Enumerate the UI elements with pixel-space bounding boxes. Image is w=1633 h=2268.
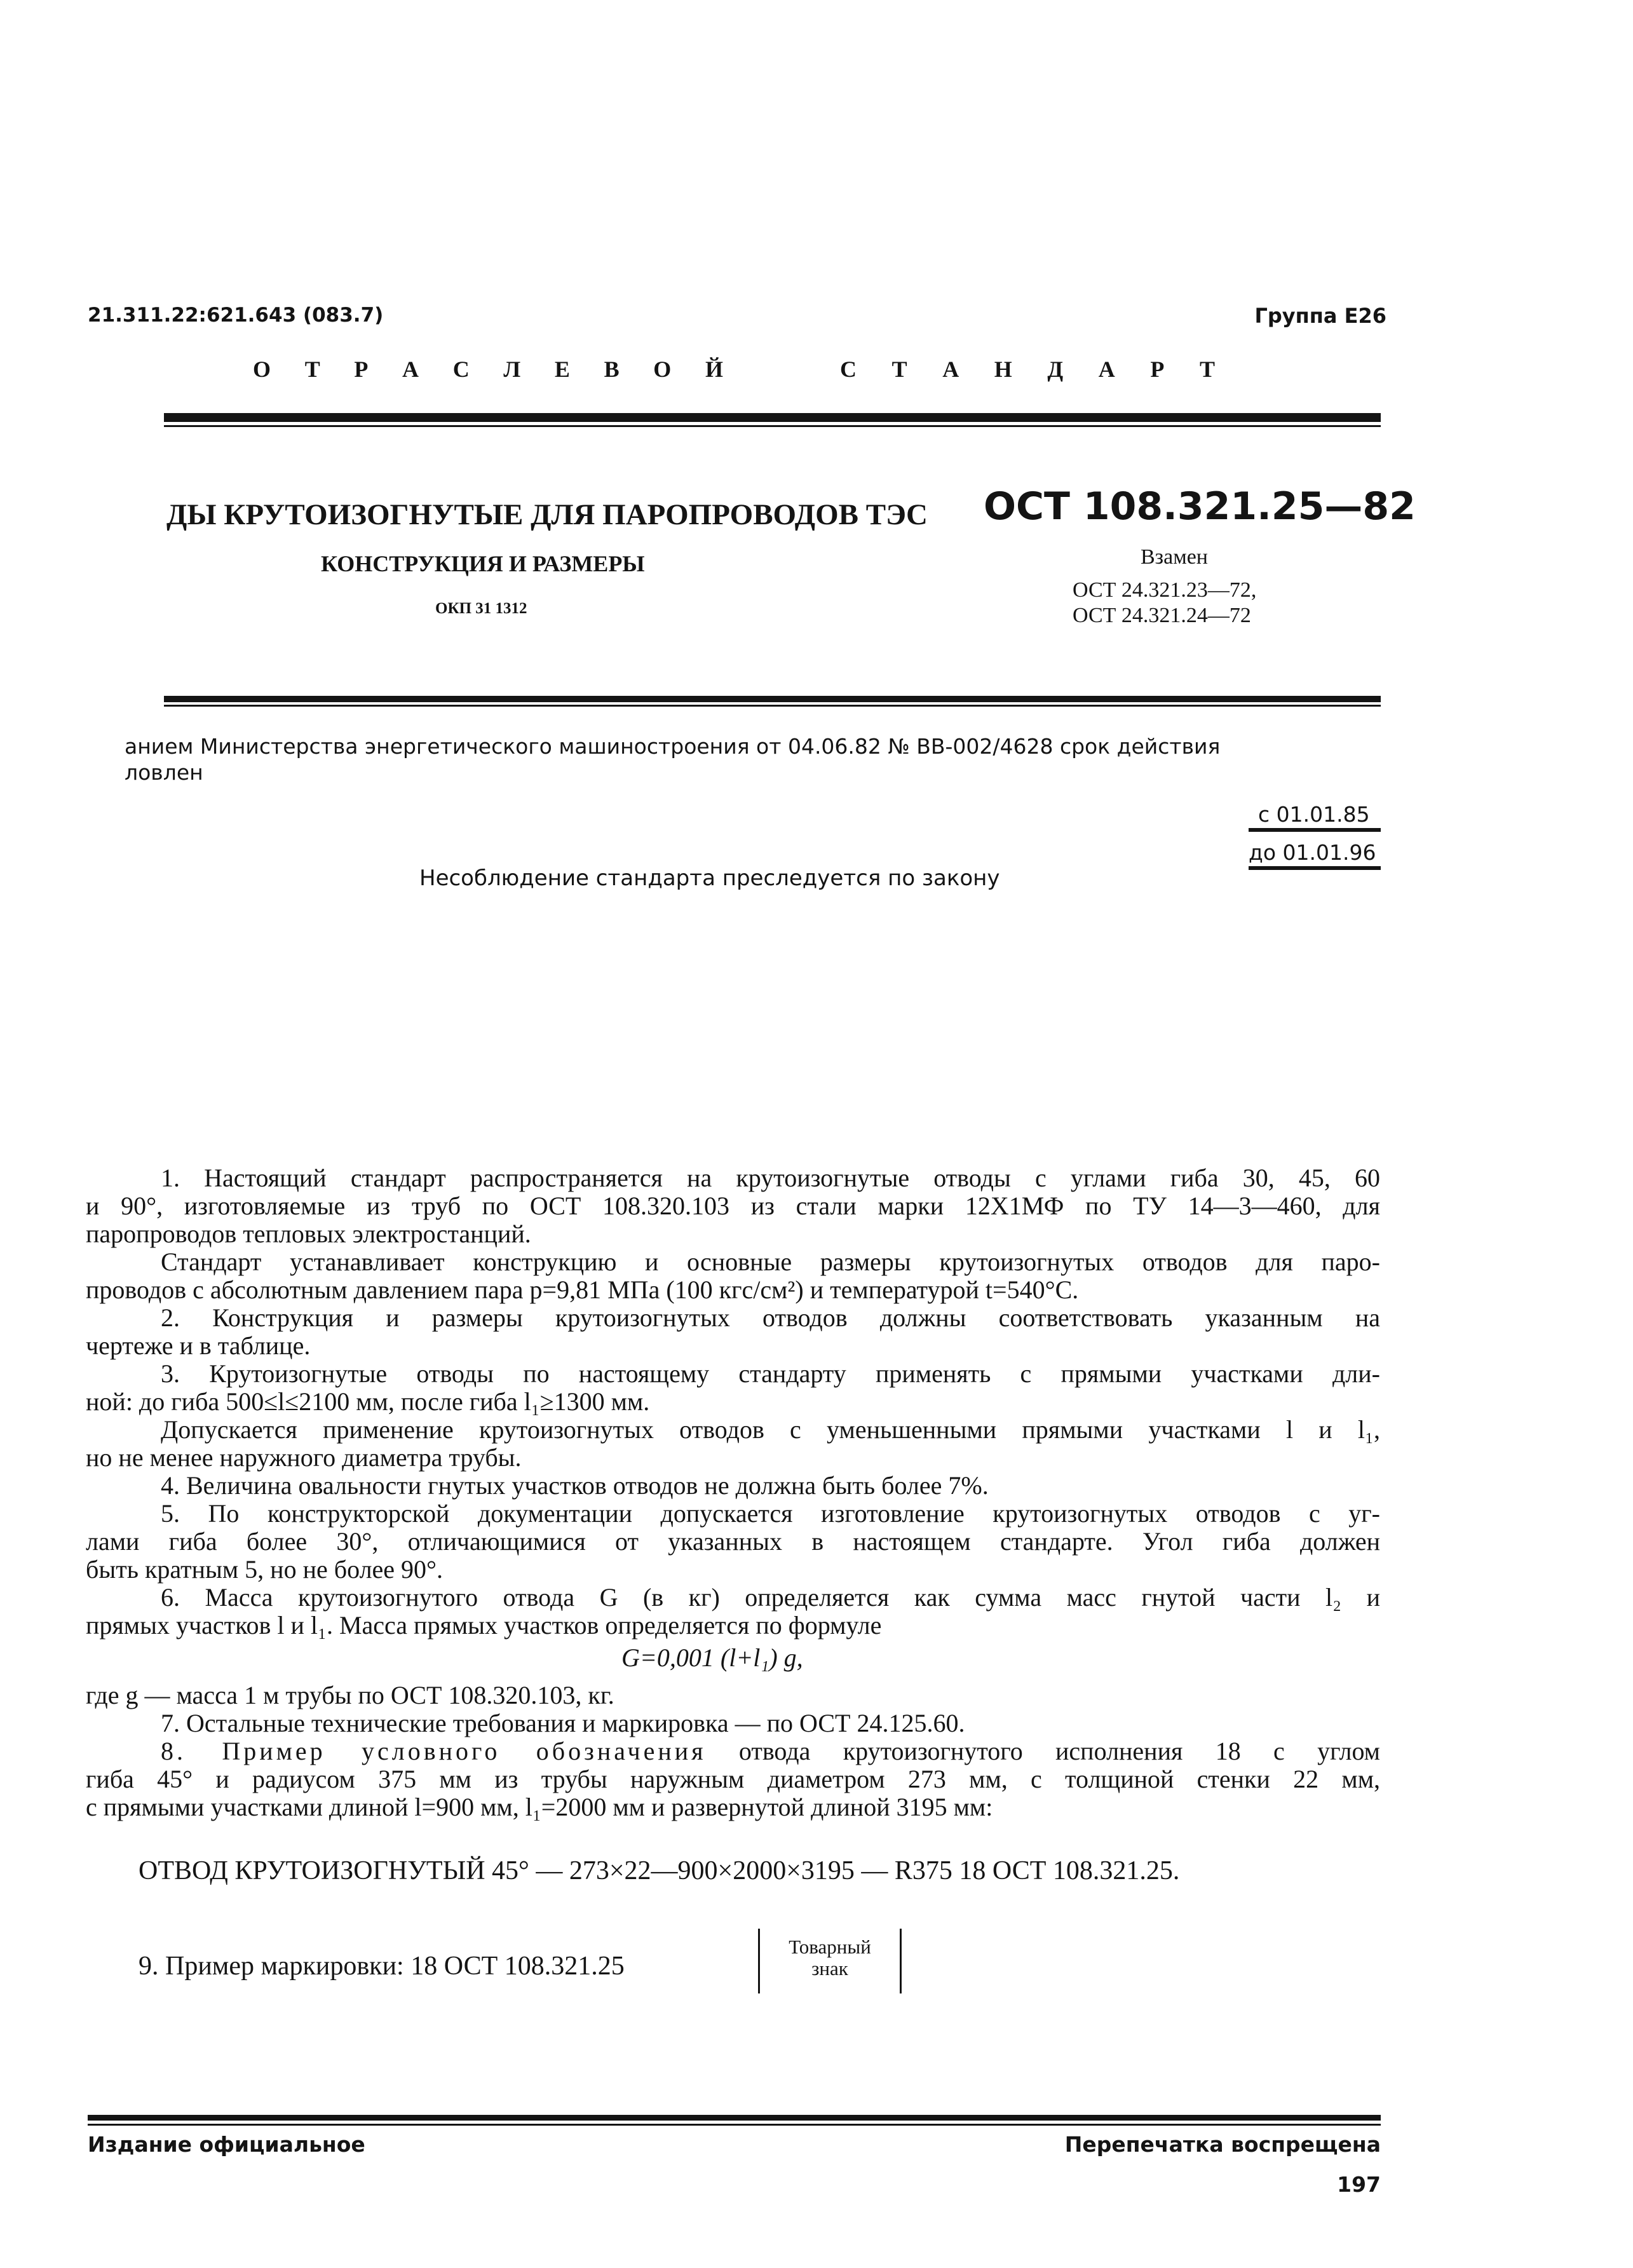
trademark-label: Товарный знак xyxy=(789,1936,871,1979)
text-line: быть кратным 5, но не более 90°. xyxy=(86,1555,444,1584)
paragraph-6 xyxy=(86,1472,1380,1500)
text-line: чертеже и в таблице. xyxy=(86,1331,311,1360)
edition-label: Издание официальное xyxy=(88,2132,365,2157)
letter: Е xyxy=(554,356,570,382)
text-line: 3. Крутоизогнутые отводы по настоящему стандарту применять с прямыми участками дли- xyxy=(161,1359,1380,1388)
text-line: и 90°, изготовляемые из труб по ОСТ 108.320.103 из стали марки 12Х1МФ по ТУ 14—3—460, для xyxy=(86,1192,1380,1220)
letter: Й xyxy=(705,356,723,382)
text-line: 6. Масса крутоизогнутого отвода G (в кг) определяется как сумма масс гнутой части l₂ и xyxy=(161,1583,1380,1612)
letter: А xyxy=(942,356,959,382)
paragraph-11 xyxy=(86,1737,1380,1821)
example-heading: 8. Пример условного обозначения xyxy=(161,1737,707,1765)
letter: О xyxy=(253,356,271,382)
marking-example: 9. Пример маркировки: 18 ОСТ 108.321.25 xyxy=(139,1952,625,1981)
letter: Л xyxy=(503,356,521,382)
effective-to: до 01.01.96 xyxy=(1249,840,1376,865)
legal-warning: Несоблюдение стандарта преследуется по закону xyxy=(419,866,1000,891)
header-rule-thin xyxy=(164,425,1381,427)
letter: Т xyxy=(1199,356,1215,382)
trademark-box xyxy=(758,1929,902,1993)
standard-code: ОСТ 108.321.25—82 xyxy=(984,484,1416,529)
title-rule-thick xyxy=(164,696,1381,702)
letter: О xyxy=(653,356,672,382)
paragraph-7 xyxy=(86,1500,1380,1584)
title-rule-thin xyxy=(164,705,1381,707)
letter: Д xyxy=(1047,356,1064,382)
footer-rule-thick xyxy=(88,2115,1381,2121)
letter: В xyxy=(604,356,620,382)
replaces-standard-1: ОСТ 24.321.23—72, xyxy=(1073,578,1257,602)
text-line: но не менее наружного диаметра трубы. xyxy=(86,1443,522,1472)
approval-line-2: ловлен xyxy=(125,760,203,785)
okp-code: ОКП 31 1312 xyxy=(435,600,527,617)
letter: Н xyxy=(994,356,1012,382)
text-line xyxy=(86,1737,1380,1765)
group-label: Группа Е26 xyxy=(1254,304,1386,328)
category-word-2 xyxy=(840,356,1215,383)
text-line: 5. По конструкторской документации допускается изготовление крутоизогнутых отводов с уг- xyxy=(161,1499,1380,1528)
footer-rule-thin xyxy=(88,2124,1381,2126)
paragraph-3 xyxy=(86,1304,1380,1360)
text-line: гиба 45° и радиусом 375 мм из трубы наружным диаметром 273 мм, с толщиной стенки 22 мм, xyxy=(86,1765,1380,1793)
letter: С xyxy=(452,356,470,382)
replaces-standard-2: ОСТ 24.321.24—72 xyxy=(1073,604,1251,627)
document-title: ДЫ КРУТОИЗОГНУТЫЕ ДЛЯ ПАРОПРОВОДОВ ТЭС xyxy=(166,498,928,531)
mass-formula: G=0,001 (l+l₁) g, xyxy=(621,1643,803,1672)
text-line: прямых участков l и l₁. Масса прямых участков определяется по формуле xyxy=(86,1611,882,1640)
text-line: лами гиба более 30°, отличающимися от указанных в настоящем стандарте. Угол гиба должен xyxy=(86,1527,1380,1556)
text-line: где g — масса 1 м трубы по ОСТ 108.320.103, кг. xyxy=(86,1681,614,1709)
letter: А xyxy=(402,356,419,382)
text-line: Допускается применение крутоизогнутых отводов с уменьшенными прямыми участками l и l₁, xyxy=(161,1415,1380,1444)
letter: Т xyxy=(304,356,320,382)
paragraph-4 xyxy=(86,1360,1380,1416)
paragraph-5 xyxy=(86,1416,1380,1472)
effective-from: с 01.01.85 xyxy=(1258,802,1370,827)
effective-to-underline xyxy=(1249,866,1381,870)
text-line: Стандарт устанавливает конструкцию и основные размеры крутоизогнутых отводов для паро- xyxy=(161,1247,1380,1276)
letter: С xyxy=(840,356,857,382)
reprint-notice: Перепечатка воспрещена xyxy=(1064,2132,1381,2157)
paragraph-1 xyxy=(86,1164,1380,1248)
letter: Р xyxy=(1150,356,1165,382)
header-rule-thick xyxy=(164,413,1381,422)
text-line: проводов с абсолютным давлением пара p=9,81 МПа (100 кгс/см²) и температурой t=540°С. xyxy=(86,1275,1079,1304)
replaces-label: Взамен xyxy=(1141,545,1209,569)
page-number: 197 xyxy=(1337,2172,1381,2197)
text-line: с прямыми участками длиной l=900 мм, l₁=2000 мм и развернутой длиной 3195 мм: xyxy=(86,1793,993,1821)
effective-from-underline xyxy=(1249,828,1381,832)
text-line: ной: до гиба 500≤l≤2100 мм, после гиба l₁≥1300 мм. xyxy=(86,1387,650,1416)
text-line: 7. Остальные технические требования и маркировка — по ОСТ 24.125.60. xyxy=(161,1709,965,1737)
letter: Т xyxy=(891,356,907,382)
category-word-1 xyxy=(253,356,723,383)
approval-line-1: анием Министерства энергетического машиностроения от 04.06.82 № ВВ-002/4628 срок действия xyxy=(125,734,1221,759)
text-line: паропроводов тепловых электростанций. xyxy=(86,1219,531,1248)
udk-code: 21.311.22:621.643 (083.7) xyxy=(88,304,384,327)
paragraph-10 xyxy=(86,1709,1380,1737)
paragraph-8 xyxy=(86,1584,1380,1640)
paragraph-9 xyxy=(86,1681,1380,1709)
paragraph-2 xyxy=(86,1248,1380,1304)
letter: Р xyxy=(354,356,369,382)
text-line: 2. Конструкция и размеры крутоизогнутых отводов должны соответствовать указанным на xyxy=(161,1303,1380,1332)
example-text: отвода крутоизогнутого исполнения 18 с углом xyxy=(738,1737,1380,1765)
document-subtitle: КОНСТРУКЦИЯ И РАЗМЕРЫ xyxy=(321,551,645,576)
designation-example: ОТВОД КРУТОИЗОГНУТЫЙ 45° — 273×22—900×2000×3195 — R375 18 ОСТ 108.321.25. xyxy=(139,1856,1180,1885)
text-line: 4. Величина овальности гнутых участков отводов не должна быть более 7%. xyxy=(161,1471,989,1500)
text-line: 1. Настоящий стандарт распространяется на крутоизогнутые отводы с углами гиба 30, 45, 60 xyxy=(161,1164,1380,1192)
letter: А xyxy=(1098,356,1115,382)
